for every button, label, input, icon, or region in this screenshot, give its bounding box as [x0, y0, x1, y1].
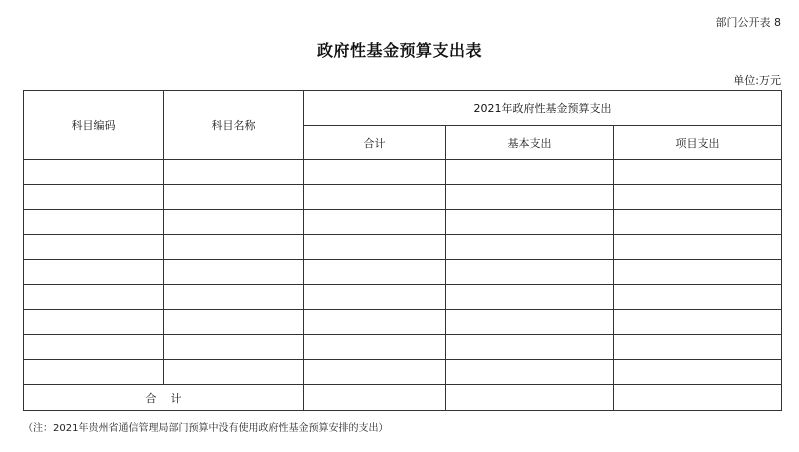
cell-code [24, 285, 164, 310]
cell-project [614, 335, 782, 360]
cell-total [304, 335, 446, 360]
cell-basic [446, 235, 614, 260]
column-header-basic: 基本支出 [446, 126, 614, 160]
cell-total [304, 210, 446, 235]
cell-basic [446, 360, 614, 385]
column-header-project: 项目支出 [614, 126, 782, 160]
cell-name [164, 360, 304, 385]
cell-total [304, 360, 446, 385]
cell-basic [446, 260, 614, 285]
total-label-text: 合计 [145, 391, 196, 405]
cell-name [164, 335, 304, 360]
cell-code [24, 185, 164, 210]
table-row [24, 285, 782, 310]
cell-basic [446, 385, 614, 411]
cell-code [24, 235, 164, 260]
footnote: （注：2021年贵州省通信管理局部门预算中没有使用政府性基金预算安排的支出） [23, 423, 389, 434]
cell-name [164, 310, 304, 335]
column-header-code: 科目编码 [24, 91, 164, 160]
cell-name [164, 285, 304, 310]
cell-project [614, 310, 782, 335]
cell-code [24, 260, 164, 285]
table-row [24, 260, 782, 285]
cell-basic [446, 285, 614, 310]
cell-name [164, 210, 304, 235]
cell-project [614, 360, 782, 385]
cell-total [304, 260, 446, 285]
table-row [24, 235, 782, 260]
column-header-total: 合计 [304, 126, 446, 160]
cell-name [164, 185, 304, 210]
cell-total [304, 160, 446, 185]
cell-basic [446, 335, 614, 360]
cell-project [614, 210, 782, 235]
cell-code [24, 360, 164, 385]
table-row [24, 360, 782, 385]
cell-name [164, 235, 304, 260]
column-header-name: 科目名称 [164, 91, 304, 160]
cell-total [304, 285, 446, 310]
cell-code [24, 160, 164, 185]
cell-project [614, 235, 782, 260]
page-title: 政府性基金预算支出表 [316, 41, 482, 60]
cell-name [164, 260, 304, 285]
cell-basic [446, 310, 614, 335]
unit-label: 单位:万元 [733, 74, 781, 87]
cell-project [614, 385, 782, 411]
table-row [24, 210, 782, 235]
total-row-label [24, 385, 304, 411]
cell-name [164, 160, 304, 185]
cell-project [614, 160, 782, 185]
cell-project [614, 185, 782, 210]
cell-basic [446, 185, 614, 210]
page-label: 部门公开表 8 [715, 16, 781, 29]
table-row [24, 160, 782, 185]
cell-basic [446, 210, 614, 235]
fund-expenditure-table [23, 90, 782, 411]
cell-total [304, 185, 446, 210]
cell-total [304, 385, 446, 411]
cell-code [24, 310, 164, 335]
total-row [24, 385, 782, 411]
cell-project [614, 260, 782, 285]
column-group-header: 2021年政府性基金预算支出 [304, 91, 782, 126]
cell-project [614, 285, 782, 310]
table-row [24, 185, 782, 210]
table-row [24, 335, 782, 360]
cell-total [304, 235, 446, 260]
cell-total [304, 310, 446, 335]
cell-code [24, 210, 164, 235]
cell-code [24, 335, 164, 360]
table-row [24, 310, 782, 335]
cell-basic [446, 160, 614, 185]
